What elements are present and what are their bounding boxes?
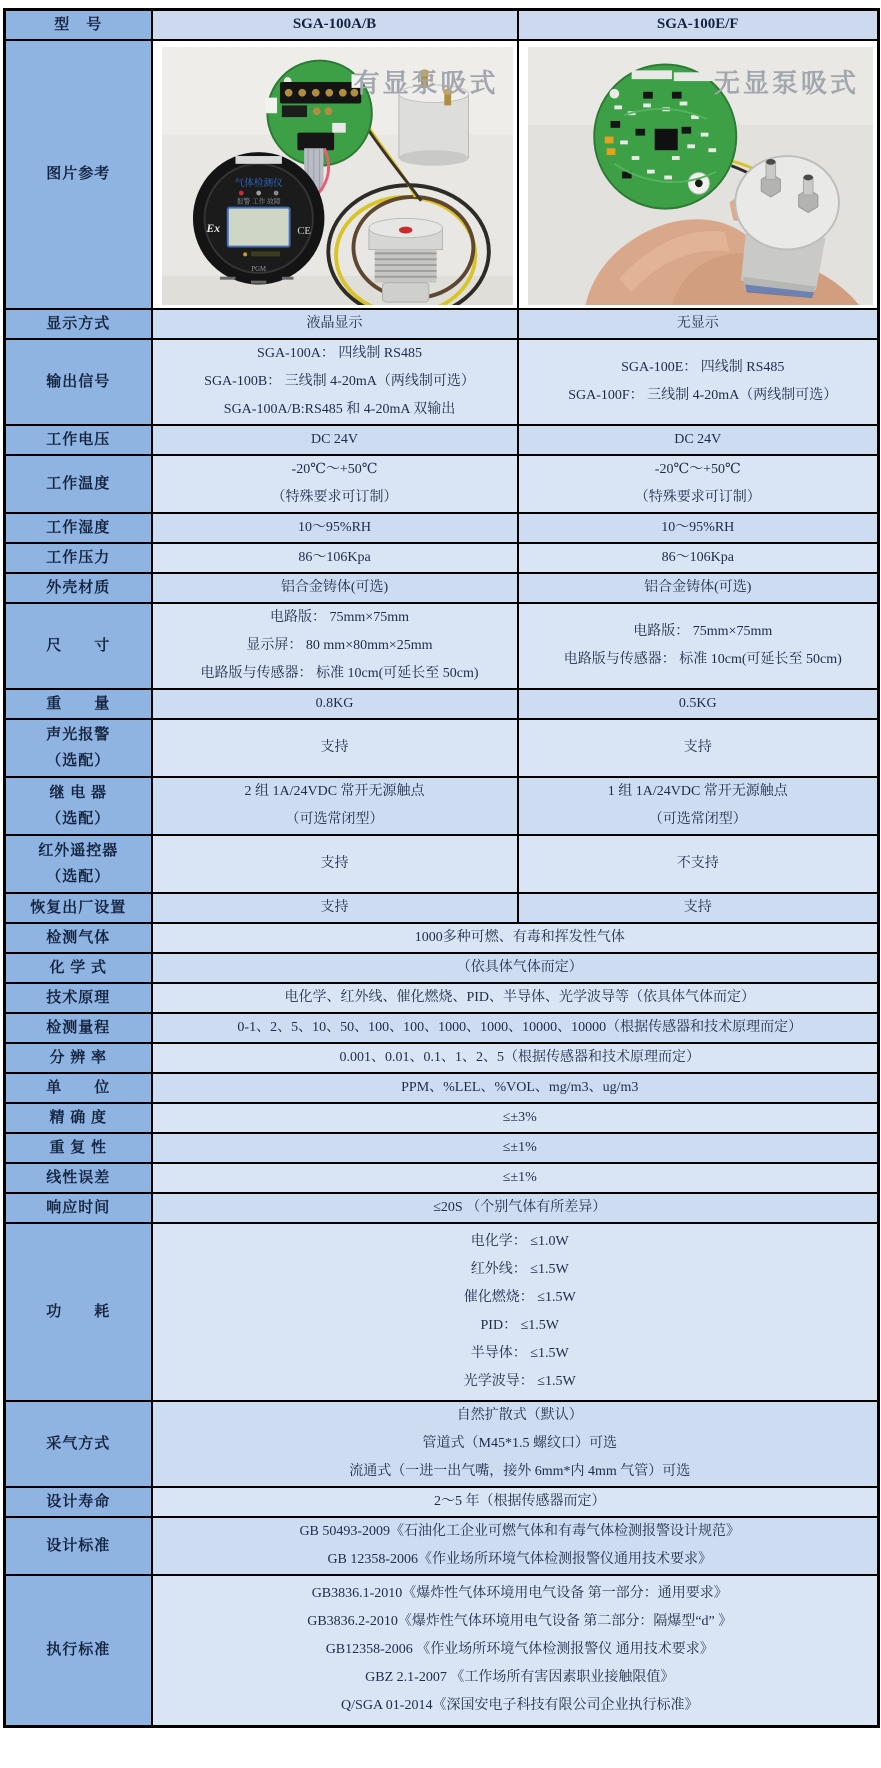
- cell-line: 设计标准: [46, 1537, 111, 1554]
- cell-line: 线性误差: [46, 1169, 111, 1186]
- photo-cell-left: [152, 40, 518, 309]
- cell-line: SGA-100B： 三线制 4-20mA（两线制可选）: [204, 373, 475, 389]
- row-value-span: [152, 923, 879, 953]
- cell-line: 红外遥控器: [38, 842, 119, 859]
- row-value-span: [152, 1193, 879, 1223]
- device-ex-mark: Ex: [205, 221, 220, 235]
- cell-line: 外壳材质: [46, 579, 111, 596]
- row-value-span: [152, 1517, 879, 1575]
- row-value-right: [518, 777, 879, 835]
- watermark-left: 有显泵吸式: [353, 68, 499, 98]
- cell-line: PPM、%LEL、%VOL、mg/m3、ug/m3: [401, 1079, 639, 1095]
- cell-line: 重 量: [46, 695, 111, 712]
- row-label: [5, 1103, 152, 1133]
- cell-line: 输出信号: [46, 373, 111, 390]
- spec-row: [5, 543, 879, 573]
- row-value-left: [152, 719, 518, 777]
- spec-table: [3, 8, 880, 1728]
- spec-row: [5, 1575, 879, 1727]
- cell-line: -20℃～+50℃: [654, 461, 741, 477]
- cell-line: 分 辨 率: [49, 1049, 107, 1066]
- row-value-right: [518, 513, 879, 543]
- device-ce-mark: CE: [296, 224, 311, 237]
- cell-line: 自然扩散式（默认）: [456, 1407, 583, 1423]
- cell-line: （选配）: [46, 752, 111, 769]
- row-value-span: [152, 1223, 879, 1401]
- cell-line: 支持: [683, 899, 712, 915]
- row-label: [5, 1013, 152, 1043]
- row-label: [5, 923, 152, 953]
- cell-line: DC 24V: [674, 431, 722, 447]
- spec-row: [5, 1517, 879, 1575]
- header-model-right: SGA-100E/F: [518, 10, 879, 40]
- row-label: [5, 1193, 152, 1223]
- row-value-left: [152, 689, 518, 719]
- row-label: [5, 455, 152, 513]
- cell-line: 工作湿度: [46, 519, 111, 536]
- row-label: [5, 1223, 152, 1401]
- row-value-right: [518, 425, 879, 455]
- cell-line: 精 确 度: [49, 1109, 107, 1126]
- spec-row: [5, 339, 879, 425]
- row-value-span: [152, 1073, 879, 1103]
- header-row: [5, 10, 879, 40]
- cell-line: GB3836.1-2010《爆炸性气体环境用电气设备 第一部分：通用要求》: [311, 1586, 728, 1602]
- cell-line: （特殊要求可订制）: [634, 489, 761, 505]
- cell-line: 单 位: [46, 1079, 111, 1096]
- cell-line: 重 复 性: [49, 1139, 107, 1156]
- row-value-right: [518, 689, 879, 719]
- row-value-left: [152, 513, 518, 543]
- spec-row: [5, 923, 879, 953]
- cell-line: （特殊要求可订制）: [271, 489, 398, 505]
- cell-line: 2～5 年（根据传感器而定）: [434, 1493, 606, 1509]
- row-label: [5, 513, 152, 543]
- cell-line: 支持: [320, 899, 349, 915]
- spec-row: [5, 1133, 879, 1163]
- cell-line: 尺 寸: [46, 637, 111, 654]
- cell-line: ≤20S （个别气体有所差异）: [433, 1199, 607, 1215]
- row-value-right: [518, 339, 879, 425]
- cell-line: 支持: [320, 855, 349, 871]
- spec-row: [5, 719, 879, 777]
- row-value-left: [152, 603, 518, 689]
- image-row: [5, 40, 879, 309]
- cell-line: 1000多种可燃、有毒和挥发性气体: [414, 929, 625, 945]
- row-value-left: [152, 425, 518, 455]
- cell-line: 检测气体: [46, 929, 111, 946]
- cell-line: 声光报警: [46, 726, 111, 743]
- cell-line: 0.5KG: [678, 695, 717, 711]
- spec-row: [5, 893, 879, 923]
- cell-line: 工作电压: [46, 431, 111, 448]
- cell-line: 铝合金铸体(可选): [644, 579, 752, 595]
- cell-line: 支持: [683, 739, 712, 755]
- cell-line: 无显示: [676, 315, 719, 331]
- cell-line: ≤±1%: [502, 1139, 537, 1155]
- row-label: [5, 835, 152, 893]
- row-label: [5, 689, 152, 719]
- cell-line: 86～106Kpa: [661, 549, 734, 565]
- spec-row: [5, 603, 879, 689]
- spec-row: [5, 1401, 879, 1487]
- device-pgm-label: PGM: [250, 265, 266, 273]
- cell-line: 继 电 器: [49, 784, 107, 801]
- row-label: [5, 543, 152, 573]
- spec-row: [5, 835, 879, 893]
- row-value-left: [152, 309, 518, 339]
- row-value-right: [518, 603, 879, 689]
- row-value-span: [152, 1133, 879, 1163]
- cell-line: 电化学、红外线、催化燃烧、PID、半导体、光学波导等（依具体气体而定）: [284, 989, 756, 1005]
- row-value-right: [518, 573, 879, 603]
- cell-line: GB 50493-2009《石油化工企业可燃气体和有毒气体检测报警设计规范》: [299, 1523, 741, 1539]
- row-value-left: [152, 339, 518, 425]
- cell-line: SGA-100A/B:RS485 和 4-20mA 双输出: [223, 401, 456, 417]
- cell-line: （依具体气体而定）: [456, 959, 583, 975]
- row-value-left: [152, 573, 518, 603]
- cell-line: 电路版： 75mm×75mm: [270, 609, 409, 625]
- row-label: [5, 1043, 152, 1073]
- spec-row: [5, 983, 879, 1013]
- cell-line: 恢复出厂设置: [30, 899, 127, 916]
- cell-line: 显示屏： 80 mm×80mm×25mm: [246, 637, 433, 653]
- cell-line: 10～95%RH: [661, 519, 735, 535]
- cell-line: 86～106Kpa: [298, 549, 371, 565]
- spec-row: [5, 1043, 879, 1073]
- row-label: [5, 1073, 152, 1103]
- device-title-text: 气体检测仪: [234, 177, 283, 189]
- cell-line: 工作压力: [46, 549, 111, 566]
- cell-line: 电路版与传感器： 标准 10cm(可延长至 50cm): [563, 651, 842, 667]
- header-model-left: SGA-100A/B: [152, 10, 518, 40]
- spec-row: [5, 689, 879, 719]
- cell-line: 0.001、0.01、0.1、1、2、5（根据传感器和技术原理而定）: [339, 1049, 700, 1065]
- spec-row: [5, 1103, 879, 1133]
- spec-row: [5, 425, 879, 455]
- cell-line: 设计寿命: [46, 1493, 111, 1510]
- row-value-right: [518, 455, 879, 513]
- cell-line: （可选常闭型）: [648, 811, 747, 827]
- row-value-span: [152, 1163, 879, 1193]
- cell-line: 电路版： 75mm×75mm: [633, 623, 773, 639]
- row-label: [5, 1163, 152, 1193]
- row-label: [5, 603, 152, 689]
- row-label: [5, 1133, 152, 1163]
- spec-row: [5, 513, 879, 543]
- row-label: [5, 1517, 152, 1575]
- device-led-labels: 报警 工作 故障: [236, 198, 281, 206]
- spec-row: [5, 953, 879, 983]
- row-label: [5, 1575, 152, 1727]
- header-model-label: 型 号: [5, 10, 152, 40]
- spec-row: [5, 573, 879, 603]
- row-value-left: [152, 543, 518, 573]
- product-photo-sga100ef: [528, 47, 874, 305]
- row-label: [5, 777, 152, 835]
- row-value-left: [152, 835, 518, 893]
- cell-line: SGA-100F： 三线制 4-20mA（两线制可选）: [568, 387, 838, 403]
- row-label: [5, 983, 152, 1013]
- cell-line: GB 12358-2006《作业场所环境气体检测报警仪通用技术要求》: [327, 1551, 713, 1567]
- cell-line: 铝合金铸体(可选): [280, 579, 389, 595]
- cell-line: ≤±3%: [502, 1109, 537, 1125]
- spec-row: [5, 1487, 879, 1517]
- row-value-left: [152, 455, 518, 513]
- row-label: [5, 309, 152, 339]
- cell-line: 检测量程: [46, 1019, 111, 1036]
- spec-row: [5, 1073, 879, 1103]
- cell-line: SGA-100A： 四线制 RS485: [257, 345, 422, 361]
- cell-line: （选配）: [46, 810, 111, 827]
- cell-line: 催化燃烧： ≤1.5W: [463, 1289, 576, 1305]
- cell-line: 电化学： ≤1.0W: [470, 1233, 569, 1249]
- row-label: [5, 1487, 152, 1517]
- cell-line: PID： ≤1.5W: [480, 1317, 559, 1333]
- row-value-right: [518, 893, 879, 923]
- row-label: [5, 953, 152, 983]
- image-row-label: 图片参考: [5, 40, 152, 309]
- cell-line: 不支持: [676, 855, 719, 871]
- cell-line: 1 组 1A/24VDC 常开无源触点: [607, 783, 788, 799]
- cell-line: 半导体： ≤1.5W: [470, 1345, 569, 1361]
- cell-line: Q/SGA 01-2014《深国安电子科技有限公司企业执行标准》: [341, 1698, 699, 1714]
- spec-row: [5, 455, 879, 513]
- cell-line: GBZ 2.1-2007 《工作场所有害因素职业接触限值》: [365, 1670, 675, 1686]
- row-value-right: [518, 835, 879, 893]
- spec-row: [5, 777, 879, 835]
- row-label: [5, 425, 152, 455]
- cell-line: 支持: [320, 739, 349, 755]
- cell-line: 10～95%RH: [297, 519, 372, 535]
- cell-line: 管道式（M45*1.5 螺纹口）可选: [422, 1435, 617, 1451]
- cell-line: 0-1、2、5、10、50、100、100、1000、1000、10000、10000（根据传感器和技术原理而定）: [237, 1019, 803, 1035]
- row-label: [5, 893, 152, 923]
- cell-line: -20℃～+50℃: [291, 461, 378, 477]
- cell-line: 红外线： ≤1.5W: [470, 1261, 569, 1277]
- cell-line: 化 学 式: [49, 959, 107, 976]
- row-label: [5, 339, 152, 425]
- cell-line: 光学波导： ≤1.5W: [463, 1373, 576, 1389]
- cell-line: GB12358-2006 《作业场所环境气体检测报警仪 通用技术要求》: [325, 1642, 714, 1658]
- row-value-span: [152, 1043, 879, 1073]
- row-value-span: [152, 1401, 879, 1487]
- cell-line: 采气方式: [46, 1435, 111, 1452]
- row-value-span: [152, 983, 879, 1013]
- row-value-left: [152, 893, 518, 923]
- row-label: [5, 573, 152, 603]
- cell-line: DC 24V: [310, 431, 359, 447]
- cell-line: （选配）: [46, 868, 111, 885]
- row-value-span: [152, 1103, 879, 1133]
- cell-line: 工作温度: [46, 475, 111, 492]
- row-label: [5, 1401, 152, 1487]
- photo-cell-right: [518, 40, 879, 309]
- row-value-span: [152, 953, 879, 983]
- cell-line: 技术原理: [46, 989, 111, 1006]
- cell-line: 电路版与传感器： 标准 10cm(可延长至 50cm): [200, 665, 479, 681]
- cell-line: ≤±1%: [502, 1169, 537, 1185]
- cell-line: SGA-100E： 四线制 RS485: [621, 359, 785, 375]
- row-value-left: [152, 777, 518, 835]
- row-value-span: [152, 1487, 879, 1517]
- cell-line: （可选常闭型）: [285, 811, 384, 827]
- gas-detector-device: [192, 152, 324, 284]
- spec-row: [5, 1163, 879, 1193]
- row-value-right: [518, 309, 879, 339]
- cell-line: GB3836.2-2010《爆炸性气体环境用电气设备 第二部分：隔爆型“d” 》: [307, 1614, 733, 1630]
- cell-line: 响应时间: [46, 1199, 111, 1216]
- watermark-right: 无显泵吸式: [713, 68, 859, 98]
- cell-line: 功 耗: [46, 1303, 111, 1320]
- row-value-span: [152, 1575, 879, 1727]
- spec-row: [5, 1013, 879, 1043]
- cell-line: 流通式（一进一出气嘴，接外 6mm*内 4mm 气管）可选: [349, 1463, 691, 1479]
- cell-line: 0.8KG: [315, 695, 354, 711]
- spec-row: [5, 1193, 879, 1223]
- cell-line: 执行标准: [46, 1642, 111, 1659]
- row-label: [5, 719, 152, 777]
- spec-row: [5, 1223, 879, 1401]
- row-value-right: [518, 543, 879, 573]
- spec-row: [5, 309, 879, 339]
- row-value-right: [518, 719, 879, 777]
- cell-line: 显示方式: [46, 315, 111, 332]
- row-value-span: [152, 1013, 879, 1043]
- product-photo-sga100ab: [162, 47, 513, 305]
- cell-line: 液晶显示: [306, 315, 363, 331]
- cell-line: 2 组 1A/24VDC 常开无源触点: [244, 783, 425, 799]
